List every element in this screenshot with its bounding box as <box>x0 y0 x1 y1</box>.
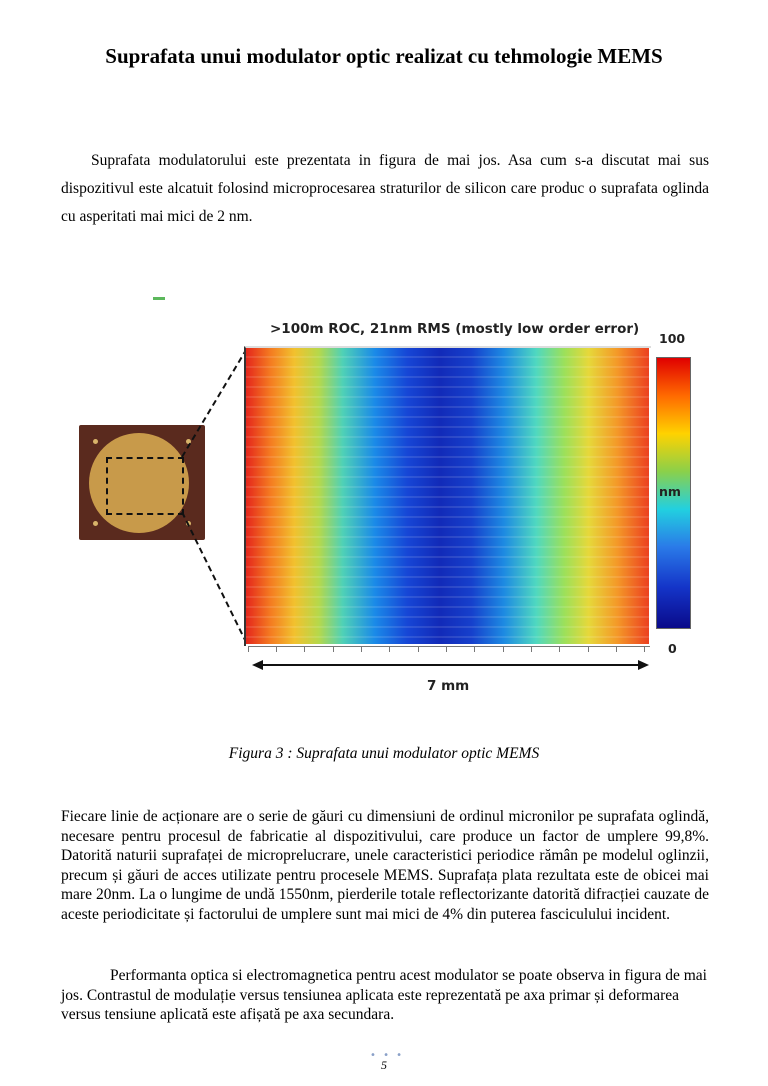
axis-tick <box>276 646 277 652</box>
axis-tick <box>333 646 334 652</box>
axis-tick <box>361 646 362 652</box>
colorbar-max-label: 100 <box>659 331 686 346</box>
page-number: 5 <box>381 1058 387 1072</box>
page-title: Suprafata unui modulator optic realizat cu tehmologie MEMS <box>105 44 663 68</box>
axis-tick <box>248 646 249 652</box>
surface-heatmap <box>246 348 649 644</box>
axis-tick <box>474 646 475 652</box>
figure-caption: Figura 3 : Suprafata unui modulator optic MEMS <box>228 745 540 762</box>
chip-pad <box>186 521 191 526</box>
scale-label: 7 mm <box>427 678 470 694</box>
axis-tick <box>616 646 617 652</box>
figure-header-text: >100m ROC, 21nm RMS (mostly low order error) <box>270 321 640 337</box>
body-paragraph: Fiecare linie de acționare are o serie de găuri cu dimensiuni de ordinul micronilor pe suprafata oglindă, necesare pentru procesul de fabricatie al dispozitivului, care produce un factor de umplere 99,8%. Datorită naturii suprafaței de microprelucrare, unele caracteristici periodice rămân pe modelul oglinzii, precum și găuri de acces utilizate pentru procesele MEMS. Suprafața plata rezultata este de obicei mai mare 20nm. La o lungime de undă 1550nm, pierderile totale reflectorizante datorită difracției cauzate de aceste periodicitate și factorului de umplere sunt mai mici de 4% din puterea fasciculului incident. <box>61 808 709 923</box>
chip-pad <box>93 521 98 526</box>
colorbar-unit-label: nm <box>659 484 681 499</box>
green-mark <box>153 297 165 300</box>
body-paragraph-2: Performanta optica si electromagnetica pentru acest modulator se poate observa in figura de mai jos. Contrastul de modulație versus tensiunea aplicata este reprezentată pe axa primar și deformarea versus tensiune aplicată este afișată pe axa secundara. <box>61 967 707 1023</box>
chip-pad <box>93 439 98 444</box>
axis-tick <box>644 646 645 652</box>
page-dots: • • • <box>370 1050 405 1061</box>
x-axis-line <box>248 646 650 647</box>
zoom-region-box <box>106 457 184 515</box>
colorbar-min-label: 0 <box>668 641 677 656</box>
axis-tick <box>446 646 447 652</box>
axis-tick <box>304 646 305 652</box>
mems-chip-image <box>79 425 205 540</box>
axis-tick <box>531 646 532 652</box>
chip-pad <box>186 439 191 444</box>
axis-tick <box>588 646 589 652</box>
axis-tick <box>503 646 504 652</box>
intro-paragraph: Suprafata modulatorului este prezentata in figura de mai jos. Asa cum s-a discutat mai sus dispozitivul este alcatuit folosind microprocesarea straturilor de silicon care produc o suprafata oglinda cu asperitati mai mici de 2 nm. <box>61 152 709 225</box>
axis-tick <box>389 646 390 652</box>
axis-tick <box>559 646 560 652</box>
axis-tick <box>418 646 419 652</box>
